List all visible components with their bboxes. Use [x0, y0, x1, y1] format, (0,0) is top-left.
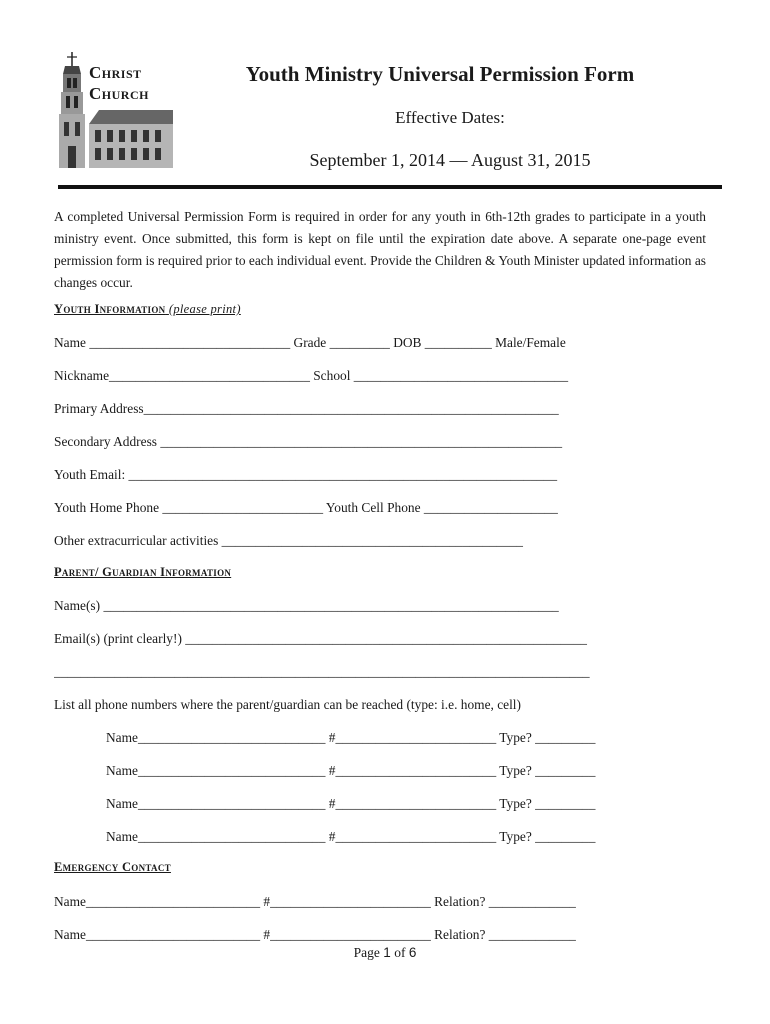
parent-emails-continuation-field[interactable]: ________________________________________________________________________________: [54, 664, 590, 679]
form-title: Youth Ministry Universal Permission Form: [245, 62, 635, 86]
parent-phone-row[interactable]: Name____________________________ #________________________ Type? _________: [106, 763, 596, 778]
youth-phone-fields[interactable]: Youth Home Phone ________________________ Youth Cell Phone ____________________: [54, 500, 558, 515]
emergency-contact-row[interactable]: Name__________________________ #________________________ Relation? _____________: [54, 894, 576, 909]
total-pages: 6: [408, 945, 417, 960]
extracurricular-field[interactable]: Other extracurricular activities _____________________________________________: [54, 533, 523, 548]
parent-emails-field[interactable]: Email(s) (print clearly!) ____________________________________________________________: [54, 631, 587, 646]
section-heading-text: Youth Information: [54, 302, 166, 316]
of-word: of: [394, 945, 406, 960]
parent-phone-row[interactable]: Name____________________________ #________________________ Type? _________: [106, 829, 596, 844]
emergency-contact-heading: Emergency Contact: [54, 860, 171, 874]
youth-information-heading: [54, 302, 241, 317]
page-number: [0, 945, 770, 961]
effective-dates: September 1, 2014 — August 31, 2015: [309, 150, 591, 170]
church-building-icon: [89, 110, 173, 168]
youth-email-field[interactable]: Youth Email: ________________________________________________________________: [54, 467, 558, 482]
effective-dates-label: Effective Dates:: [395, 108, 505, 127]
phone-numbers-instruction: List all phone numbers where the parent/guardian can be reached (type: i.e. home, cell): [54, 697, 521, 712]
parent-phone-row[interactable]: Name____________________________ #________________________ Type? _________: [106, 730, 596, 745]
youth-name-grade-dob-field[interactable]: Name ______________________________ Grade _________ DOB __________ Male/Female: [54, 335, 566, 350]
nickname-school-field[interactable]: Nickname______________________________ School ________________________________: [54, 368, 569, 383]
logo-text-line1: Christ: [89, 63, 142, 82]
church-steeple-icon: [55, 52, 89, 168]
secondary-address-field[interactable]: Secondary Address ____________________________________________________________: [54, 434, 563, 449]
current-page: 1: [383, 945, 391, 960]
parent-phone-row[interactable]: Name____________________________ #________________________ Type? _________: [106, 796, 596, 811]
parent-guardian-heading: Parent/ Guardian Information: [54, 565, 232, 579]
intro-paragraph: A completed Universal Permission Form is required in order for any youth in 6th-12th grades to participate in a youth ministry event. Once submitted, this form is kept on file until the expiration date above. A separate one-page event permission form is required prior to each individual event. Provide the Children & Youth Minister updated information as changes occur.: [54, 209, 706, 290]
please-print-note: (please print): [168, 302, 241, 316]
header-divider: [58, 185, 722, 189]
parent-names-field[interactable]: Name(s) ____________________________________________________________________: [54, 598, 559, 613]
church-logo: [55, 52, 173, 168]
page-word: Page: [353, 945, 380, 960]
logo-text-line2: Church: [89, 84, 149, 103]
primary-address-field[interactable]: Primary Address______________________________________________________________: [54, 401, 559, 416]
emergency-contact-row[interactable]: Name__________________________ #________________________ Relation? _____________: [54, 927, 576, 942]
